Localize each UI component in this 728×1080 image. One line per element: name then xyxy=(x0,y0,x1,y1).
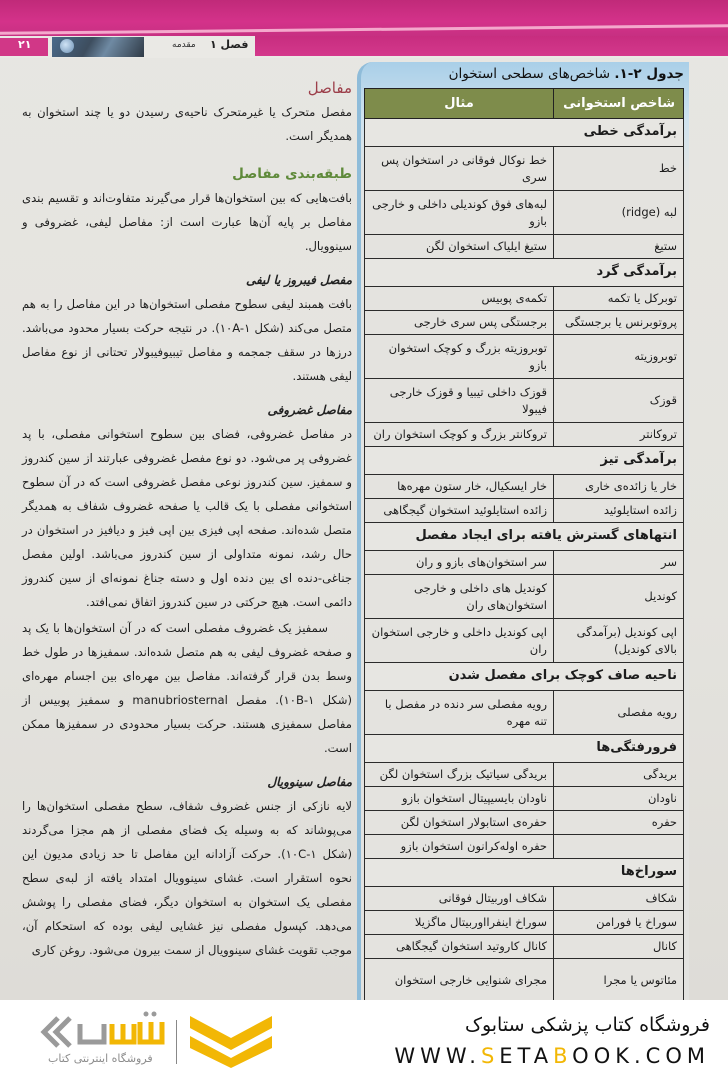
table-row: تروکانتر تروکانتر بزرگ و کوچک استخوان ران xyxy=(365,423,684,447)
table-row: سر سر استخوان‌های بازو و ران xyxy=(365,551,684,575)
top-color-band xyxy=(0,0,728,36)
table-row: پروتوبرنس یا برجستگی برجستگی پس سری خارجی xyxy=(365,311,684,335)
heading-cartilaginous-joints: مفاصل غضروفی xyxy=(267,403,352,417)
table-row: کانال کانال کاروتید استخوان گیجگاهی xyxy=(365,935,684,959)
heading-joints: مفاصل xyxy=(307,79,352,97)
article-column xyxy=(22,70,352,962)
table-row: ستیغ ستیغ ایلیاک استخوان لگن xyxy=(365,235,684,259)
store-title: فروشگاه کتاب پزشکی ستابوک xyxy=(464,1014,710,1036)
table-category-row: ناحیه صاف کوچک برای مفصل شدن xyxy=(365,663,684,691)
table-row: خار یا زائده‌ی خاری خار ایسکیال، خار ستون مهره‌ها xyxy=(365,475,684,499)
table-row: کوندیل کوندیل های داخلی و خارجی استخوان‌های ران xyxy=(365,575,684,619)
table-category-row: انتهاهای گسترش یافته برای ایجاد مفصل xyxy=(365,523,684,551)
column-header-example: مثال xyxy=(365,89,554,119)
table-row: رویه مفصلی رویه مفصلی سر دنده در مفصل با تنه مهره xyxy=(365,691,684,735)
table-row: قوزک قوزک داخلی تیبیا و قوزک خارجی فیبولا xyxy=(365,379,684,423)
heading-classification: طبقه‌بندی مفاصل xyxy=(232,166,352,182)
paragraph-joints: مفصل متحرک یا غیرمتحرک ناحیه‌ی رسیدن دو یا چند استخوان به همدیگر است. xyxy=(22,105,352,143)
setabook-wordmark-icon xyxy=(36,1008,168,1052)
heading-synovial-joints: مفاصل سینوویال xyxy=(267,775,352,789)
paragraph-classification: بافت‌هایی که بین استخوان‌ها قرار می‌گیرند متفاوت‌اند و تقسیم بندی مفاصل بر پایه آن‌ها عبارت است از: مفاصل لیفی، غضروفی و سینوویال. xyxy=(22,191,352,253)
table-row: شکاف شکاف اوربیتال فوقانی xyxy=(365,887,684,911)
table-category-row: فرورفتگی‌ها xyxy=(365,735,684,763)
chapter-label: فصل ۱ xyxy=(210,38,249,51)
table-row: اپی کوندیل (برآمدگی بالای کوندیل) اپی کوندیل داخلی و خارجی استخوان ران xyxy=(365,619,684,663)
table-category-row: سوراخ‌ها xyxy=(365,859,684,887)
table-category-row: برآمدگی تیز xyxy=(365,447,684,475)
store-url-link[interactable]: WWW.SETABOOK.COM xyxy=(394,1044,710,1068)
table-caption xyxy=(449,66,684,82)
page-number: ۲۱ xyxy=(18,38,32,51)
table-row: ناودان ناودان بایسیپیتال استخوان بازو xyxy=(365,787,684,811)
joint-image-icon xyxy=(60,39,74,53)
chapter-name: مقدمه xyxy=(172,40,196,50)
table-caption-title: شاخص‌های سطحی استخوان xyxy=(448,66,611,82)
table-category-row: برآمدگی خطی xyxy=(365,119,684,147)
table-row: حفره اوله‌کرانون استخوان بازو xyxy=(365,835,684,859)
store-footer-banner xyxy=(0,1000,728,1080)
paragraph-symphysis: سمفیز یک غضروف مفصلی است که در آن استخوان‌ها با یک پد و صفحه غضروف لیفی به هم متصل شده‌اند. سمفیزها در طول خط وسط بدن قرار گرفته‌اند. مفاصل بین مهره‌ای بین اجسام مهره‌ای (شکل ۱۰B-۱). مفصل manubriosternal و سمفیز پوبیس از مفاصل سمفیزی هستند. حرکت بسیار محدودی در سمفیزها ممکن است. xyxy=(22,621,353,755)
header-thumbnail-image xyxy=(52,37,144,57)
table-header-row xyxy=(365,89,684,119)
logo-subtitle: فروشگاه اینترنتی کتاب xyxy=(48,1052,153,1065)
table-caption-number: جدول ۲-۱. xyxy=(614,66,684,82)
logo-divider xyxy=(176,1020,177,1064)
paragraph-synovial-joints: لایه نازکی از جنس غضروف شفاف، سطح مفصلی استخوان‌ها را می‌پوشاند که به وسیله یک فضای مفصلی از هم مجزا می‌گردند (شکل ۱۰C-۱). حرکت آزادانه این مفاصل تا حد زیادی مدیون این نحوه استقرار است. غشای سینوویال امتداد یافته از لبه‌ی سطح مفصلی یک استخوان به استخوان دیگر، فضای مفصلی را پوشش می‌دهد. کپسول مفصلی نیز غشایی لیفی بوده که استحکام آن، موجب تقویت غشای سینوویال از سمت بیرون می‌شود. روغن کاری xyxy=(22,799,352,957)
table-row: حفره حفره‌ی استابولار استخوان لگن xyxy=(365,811,684,835)
table-row: مئاتوس یا مجرا مجرای شنوایی خارجی استخوان xyxy=(365,959,684,1001)
table-category-row: برآمدگی گرد xyxy=(365,259,684,287)
paragraph-cartilaginous-joints: در مفاصل غضروفی، فضای بین سطوح استخوانی مفصلی، با پد غضروفی پر می‌شود. دو نوع مفصل غضروفی عبارتند از سین کندروز و سمفیز. سین کندروز نوعی مفصل غضروفی است که در آن سطوح استخوانی مفصلی با یک قالب یا صفحه غضروف شفاف به همدیگر متصل شده‌اند. صفحه اپی فیزی بین اپی فیز و دیافیز در استخوان در حال رشد، نمونه متداولی از سین کندروز می‌باشد. اولین مفصل جناغی-دنده ای بین دنده اول و دسته جناغ نمونه‌ای از سین کندروز دائمی است. هیچ حرکتی در سین کندروز اتفاق نمی‌افتد. xyxy=(22,427,352,609)
table-row: لبه (ridge) لبه‌های فوق کوندیلی داخلی و خارجی بازو xyxy=(365,191,684,235)
table-row: زائده استایلوئید زائده استایلوئید استخوان گیجگاهی xyxy=(365,499,684,523)
bone-surface-markings-table xyxy=(364,88,684,1000)
table-row: سوراخ یا فورامن سوراخ اینفرااوربیتال ماگزیلا xyxy=(365,911,684,935)
table-row: خط خط نوکال فوقانی در استخوان پس سری xyxy=(365,147,684,191)
column-header-feature: شاخص استخوانی xyxy=(554,89,684,119)
table-row: توبرکل یا تکمه تکمه‌ی پوبیس xyxy=(365,287,684,311)
paragraph-fibrous-joints: بافت همبند لیفی سطوح مفصلی استخوان‌ها در این مفاصل را به هم متصل می‌کند (شکل ۱۰A-۱). در نتیجه حرکت بسیار محدود می‌باشد. درزها در سقف جمجمه و مفاصل تیبیوفیبولار تحتانی از نوع مفاصل لیفی هستند. xyxy=(22,297,352,383)
table-row: بریدگی بریدگی سیاتیک بزرگ استخوان لگن xyxy=(365,763,684,787)
table-row: توبروزیته توبروزیته بزرگ و کوچک استخوان بازو xyxy=(365,335,684,379)
setabook-chevron-logo-icon xyxy=(188,1012,274,1068)
heading-fibrous-joints: مفصل فیبروز یا لیفی xyxy=(245,273,352,287)
